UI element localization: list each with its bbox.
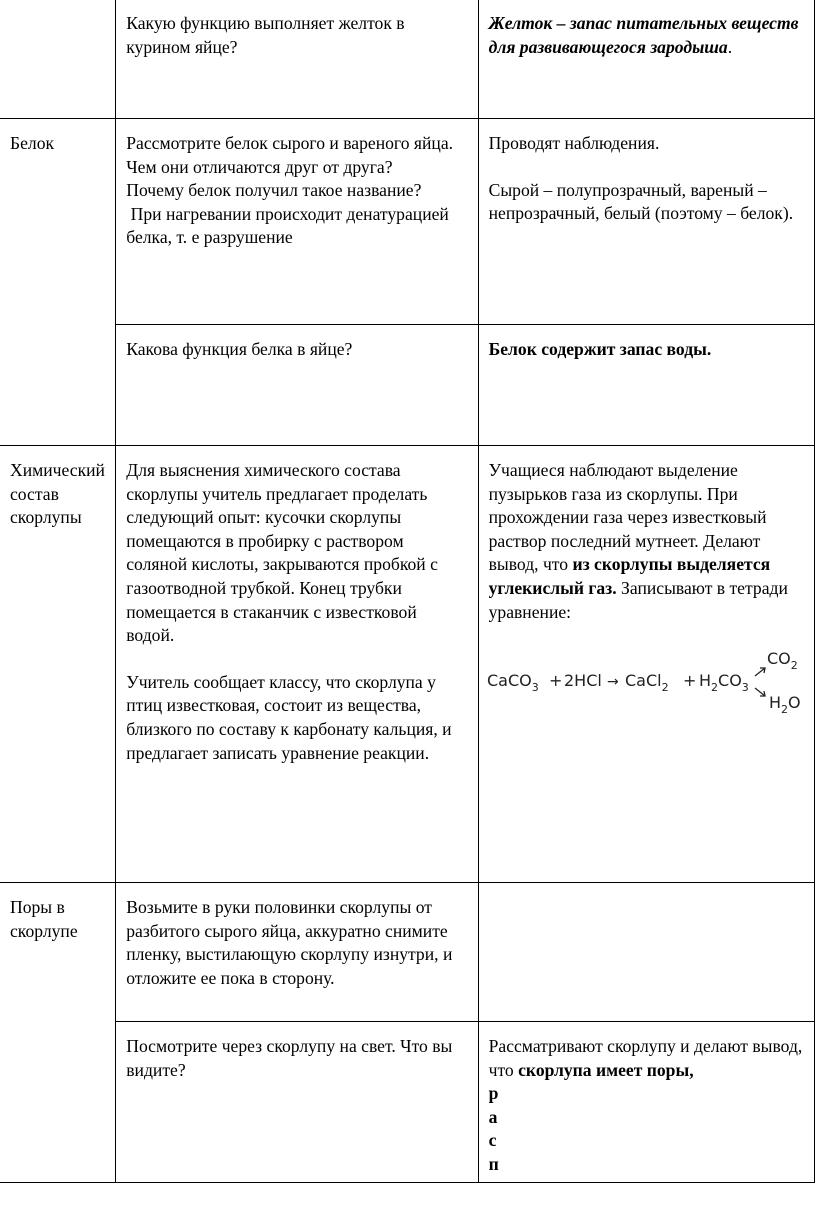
- vertical-letter-4: п: [488, 1153, 499, 1174]
- eq-plus-2: +: [682, 671, 696, 691]
- yolk-answer-tail: .: [727, 36, 733, 57]
- eq-reagent: 2HCl: [563, 671, 602, 691]
- row-white-function: [0, 325, 815, 446]
- white-answer-2: Сырой – полупрозрачный, вареный – непрозрачный, белый (поэтому – белок).: [488, 179, 794, 224]
- shell-chem-answer-pre: Учащиеся наблюдают выделение пузырьков газа из скорлупы. При прохождении газа через известковый раствор последний мутнеет. Делают вывод, что: [488, 460, 767, 575]
- vertical-letter-1: р: [488, 1083, 499, 1104]
- eq-product-1: CaCl: [624, 671, 662, 691]
- pores-answer: [478, 1022, 814, 1183]
- white-observe-answer: [478, 119, 814, 325]
- eq-down-product: H: [768, 693, 781, 713]
- reaction-equation: [486, 644, 804, 717]
- white-line-1: Рассмотрите белок сырого и вареного яйца.: [126, 133, 454, 153]
- shell-chem-text-2: Учитель сообщает классу, что скорлупа у птиц известковая, состоит из вещества, близкого по составу к карбонату кальция, и предлагает записать уравнение реакции.: [126, 671, 452, 763]
- white-line-3: Почему белок получил такое название?: [126, 180, 422, 201]
- svg-text:CO2: $CO_2$: [766, 649, 798, 673]
- shell-chem-answer-post: Записывают в тетради уравнение:: [488, 577, 788, 622]
- svg-text:H2CO3: $H_2CO_3$: [698, 671, 749, 695]
- topic-pores: Поры в скорлупе: [0, 883, 116, 1183]
- white-line-2: Чем они отличаются друг от друга?: [126, 156, 393, 177]
- svg-text:CaCO3: CaCO$_3$: [486, 671, 539, 695]
- eq-plus-1: +: [548, 671, 562, 691]
- white-function-answer: [478, 325, 814, 446]
- pores-question: Посмотрите через скорлупу на свет. Что вы видите?: [116, 1022, 478, 1183]
- white-function-answer-bold: Белок содержит запас воды.: [488, 339, 712, 359]
- row-yolk: [0, 0, 815, 119]
- pores-answer-pre: Рассматривают скорлупу и делают вывод, что: [488, 1036, 803, 1080]
- vertical-letter-2: а: [488, 1106, 498, 1127]
- pores-text: Возьмите в руки половинки скорлупы от разбитого сырого яйца, аккуратно снимите пленку, выстилающую скорлупу изнутри, и отложите ее пока в сторону.: [116, 883, 478, 1022]
- svg-text:H2O: $H_2O$: [768, 693, 801, 717]
- pores-answer-empty: [478, 883, 814, 1022]
- svg-text:CaCl2: CaCl$_2$: [624, 671, 669, 695]
- eq-arrow: →: [606, 674, 619, 691]
- row-white-observe: [0, 119, 815, 325]
- white-line-4: При нагревании происходит денатурацией белка, т. е разрушение: [126, 203, 454, 248]
- shell-chem-answer: [478, 446, 814, 883]
- topic-white: Белок: [0, 119, 116, 446]
- topic-shell-chem: Химический состав скорлупы: [0, 446, 116, 883]
- yolk-answer: [478, 0, 814, 119]
- shell-chem-answer-bold: из скорлупы выделяется углекислый газ.: [488, 554, 771, 598]
- yolk-question: Какую функцию выполняет желток в курином яйце?: [116, 0, 478, 119]
- vertical-letter-3: с: [488, 1130, 497, 1151]
- shell-chem-text: [116, 446, 478, 883]
- row-shell-chem: [0, 446, 815, 883]
- eq-product-2: H: [698, 671, 711, 691]
- pores-answer-bold: скорлупа имеет поры,: [518, 1059, 694, 1080]
- white-function-question: Какова функция белка в яйце?: [116, 325, 478, 446]
- eq-left: CaCO: [486, 671, 532, 691]
- shell-chem-text-1: Для выяснения химического состава скорлупы учитель предлагает проделать следующий опыт: кусочки скорлупы помещаются в пробирку с раствором соляной кислоты, закрываются пробкой с газоотводной трубкой. Конец трубки помещается в стаканчик с известковой водой.: [126, 460, 438, 646]
- yolk-answer-bold: Желток – запас питательных веществ для развивающегося зародыша: [488, 13, 799, 57]
- topic-cell-empty: [0, 0, 116, 119]
- white-answer-1: Проводят наблюдения.: [488, 133, 660, 153]
- row-pores-2: [0, 1022, 815, 1183]
- eq-up-product: CO: [766, 649, 791, 669]
- row-pores-1: [0, 883, 815, 1022]
- white-observe-text: [116, 119, 478, 325]
